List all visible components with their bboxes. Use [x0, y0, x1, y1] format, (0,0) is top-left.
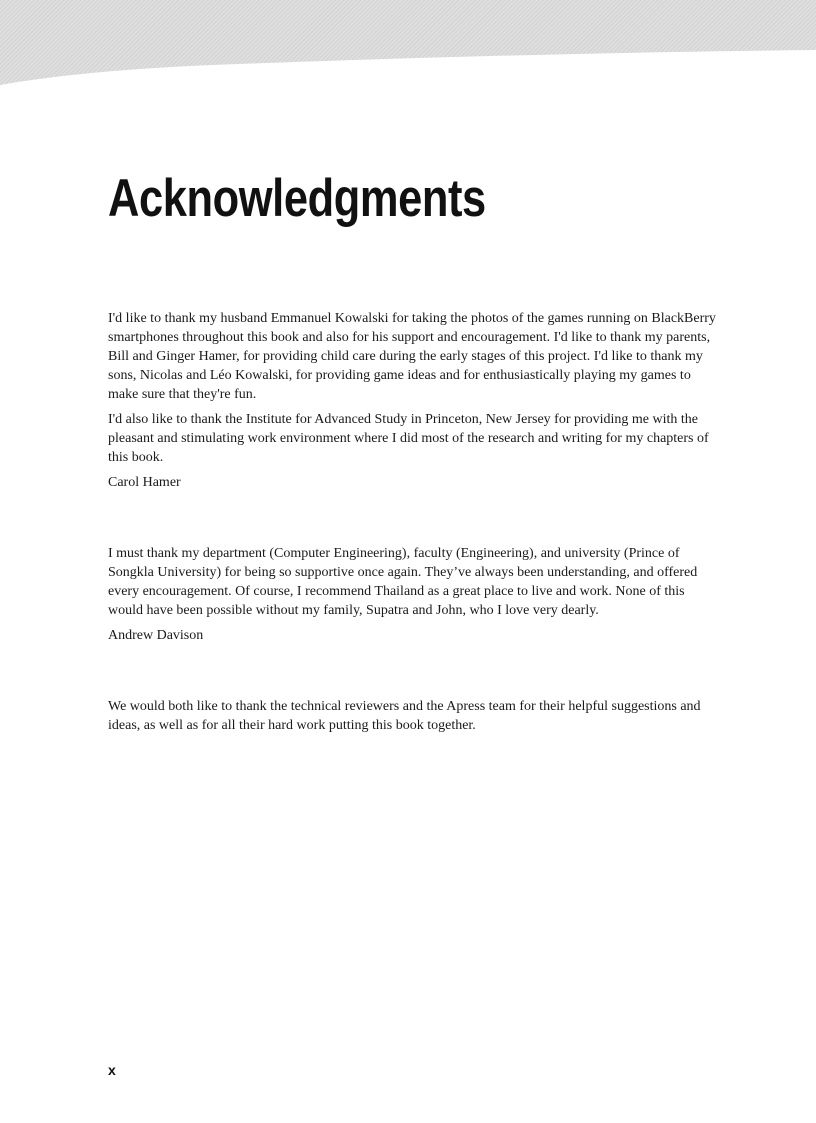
section-carol-hamer [108, 309, 722, 492]
signature: Carol Hamer [108, 475, 181, 490]
paragraph: We would both like to thank the technical reviewers and the Apress team for their helpful suggestions and ideas, as well as for all their hard work putting this book together. [108, 699, 701, 733]
header-decorative-band [0, 0, 816, 100]
section-joint-thanks [108, 697, 722, 735]
paragraph: I'd like to thank my husband Emmanuel Kowalski for taking the photos of the games running on BlackBerry smartphones throughout this book and also for his support and encouragement. I'd like to thank my parents, Bill and Ginger Hamer, for providing child care during the early stages of this project. I'd like to thank my sons, Nicolas and Léo Kowalski, for providing game ideas and for enthusiastically playing my games to make sure that they're fun. [108, 311, 716, 402]
page-title: Acknowledgments [108, 169, 486, 228]
page-number: x [108, 1062, 116, 1078]
paragraph: I'd also like to thank the Institute for Advanced Study in Princeton, New Jersey for providing me with the pleasant and stimulating work environment where I did most of the research and writing for my chapters of this book. [108, 412, 709, 465]
section-andrew-davison [108, 544, 722, 645]
acknowledgments-body [108, 309, 722, 741]
signature: Andrew Davison [108, 628, 204, 643]
paragraph: I must thank my department (Computer Engineering), faculty (Engineering), and university (Prince of Songkla University) for being so supportive once again. They’ve always been understanding, and offered every encouragement. Of course, I recommend Thailand as a great place to live and work. None of this would have been possible without my family, Supatra and John, who I love very dearly. [108, 546, 698, 618]
